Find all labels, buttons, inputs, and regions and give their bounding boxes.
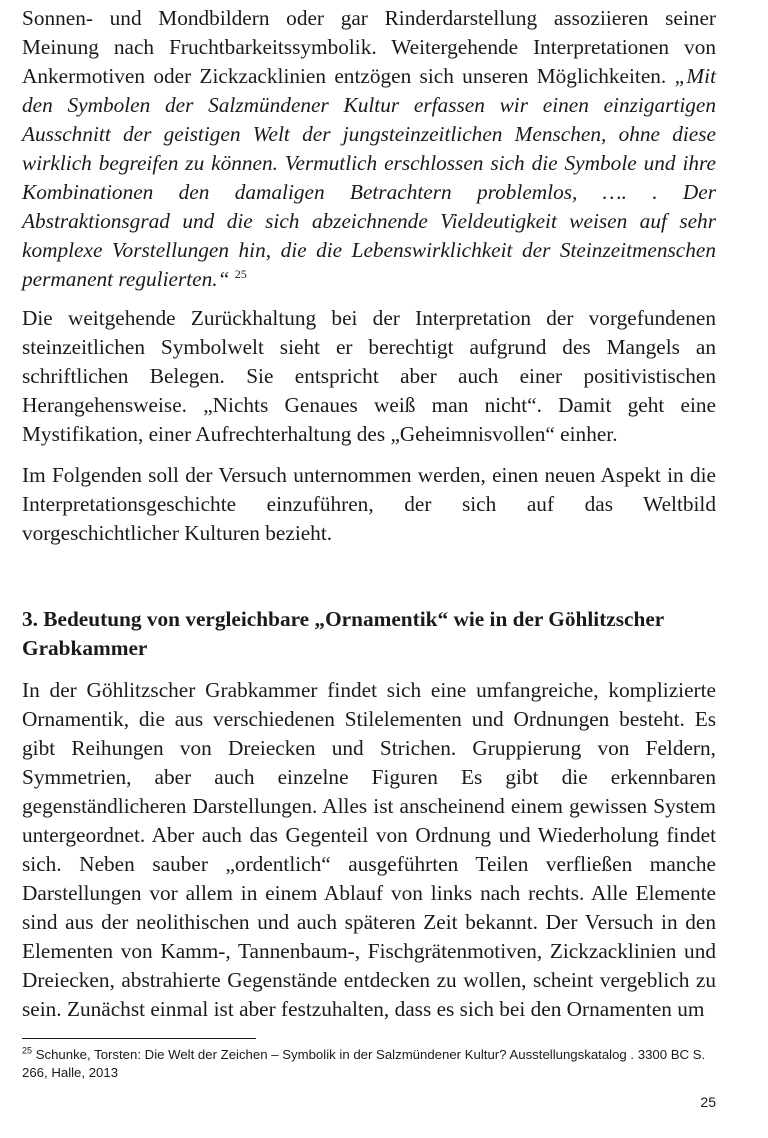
footnote-reference[interactable]: 25 bbox=[234, 266, 247, 281]
section-heading: 3. Bedeutung von vergleichbare „Ornamentik“ wie in der Göhlitzscher Grabkammer bbox=[22, 607, 664, 660]
paragraph-ornamentik: In der Göhlitzscher Grabkammer findet sich eine umfangreiche, komplizierte Ornamentik, die aus verschiedenen Stilelementen und Ordnungen besteht. Es gibt Reihungen von Dreiecken und Strichen. Gruppierung von Feldern, Symmetrien, aber auch einzelne Figuren Es gibt die erkennbaren gegenständlicheren Darstellungen. Alles ist anscheinend einem gewissen System untergeordnet. Aber auch das Gegenteil von Ordnung und Wiederholung findet sich. Neben sauber „ordentlich“ ausgeführten Teilen verfließen manche Darstellungen vor allem in einem Ablauf von links nach rechts. Alle Elemente sind aus der neolithischen und auch späteren Zeit bekannt. Der Versuch in den Elementen von Kamm-, Tannenbaum-, Fischgrätenmotiven, Zickzacklinien und Dreiecken, abstrahierte Gegenstände entdecken zu wollen, scheint vergeblich zu sein. Zunächst einmal ist aber festzuhalten, dass es sich bei den Ornamenten um bbox=[22, 678, 716, 1021]
page-number: 25 bbox=[700, 1094, 716, 1110]
footnote-separator bbox=[22, 1038, 256, 1039]
quotation-italic: „Mit den Symbolen der Salzmündener Kultur erfassen wir einen einzigartigen Ausschnitt der geistigen Welt der jungsteinzeitlichen Menschen, ohne diese wirklich begreifen zu können. Vermutlich erschlossen sich die Symbole und ihre Kombinationen den damaligen Betrachtern problemlos, …. . Der Abstraktionsgrad und die sich abzeichnende Vieldeutigkeit weisen auf sehr komplexe Vorstellungen hin, die die Lebenswirklichkeit der Steinzeitmenschen permanent regulierten.“ bbox=[22, 64, 716, 291]
footnote bbox=[22, 1046, 716, 1082]
footnote-number: 25 bbox=[22, 1045, 33, 1056]
paragraph-intro-text: Sonnen- und Mondbildern oder gar Rinderdarstellung assoziieren seiner Meinung nach Fruchtbarkeitssymbolik. Weitergehende Interpretationen von Ankermotiven oder Zickzacklinien entzögen sich unseren Möglichkeiten. bbox=[22, 6, 716, 88]
paragraph-new-aspect: Im Folgenden soll der Versuch unternommen werden, einen neuen Aspekt in die Interpretationsgeschichte einzuführen, der sich auf das Weltbild vorgeschichtlicher Kulturen bezieht. bbox=[22, 463, 716, 545]
paragraph-intro bbox=[22, 4, 716, 294]
paragraph-interpretation: Die weitgehende Zurückhaltung bei der Interpretation der vorgefundenen steinzeitlichen Symbolwelt sieht er berechtigt aufgrund des Mangels an schriftlichen Belegen. Sie entspricht aber auch einer positivistischen Herangehensweise. „Nichts Genaues weiß man nicht“. Damit geht eine Mystifikation, einer Aufrechterhaltung des „Geheimnisvollen“ einher. bbox=[22, 306, 716, 446]
footnote-text: Schunke, Torsten: Die Welt der Zeichen – Symbolik in der Salzmündener Kultur? Ausstellungskatalog . 3300 BC S. 266, Halle, 2013 bbox=[22, 1047, 706, 1080]
